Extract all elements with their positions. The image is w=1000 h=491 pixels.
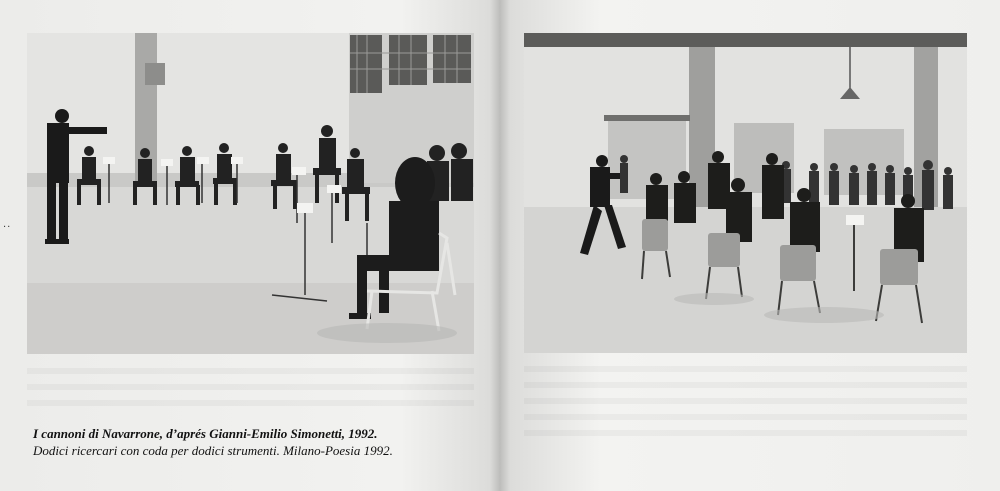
show-through-text	[524, 414, 967, 420]
photo-conductor-ensemble	[27, 33, 474, 354]
show-through-text	[524, 398, 967, 404]
photo-right-image	[524, 33, 967, 353]
caption-subtitle: Dodici ricercari con coda per dodici strumenti. Milano-Poesia 1992.	[33, 443, 393, 458]
show-through-text	[524, 382, 967, 388]
show-through-text	[27, 384, 474, 390]
caption-title: I cannoni di Navarrone, d’aprés Gianni-Emilio Simonetti, 1992.	[33, 426, 378, 441]
photo-left-image	[27, 33, 474, 354]
photo-performance-audience	[524, 33, 967, 353]
show-through-text	[27, 368, 474, 374]
show-through-text	[524, 366, 967, 372]
show-through-text	[27, 400, 474, 406]
page-marker: ..	[3, 219, 12, 230]
photo-caption	[33, 425, 473, 459]
right-page	[500, 0, 1000, 491]
show-through-text	[524, 430, 967, 436]
